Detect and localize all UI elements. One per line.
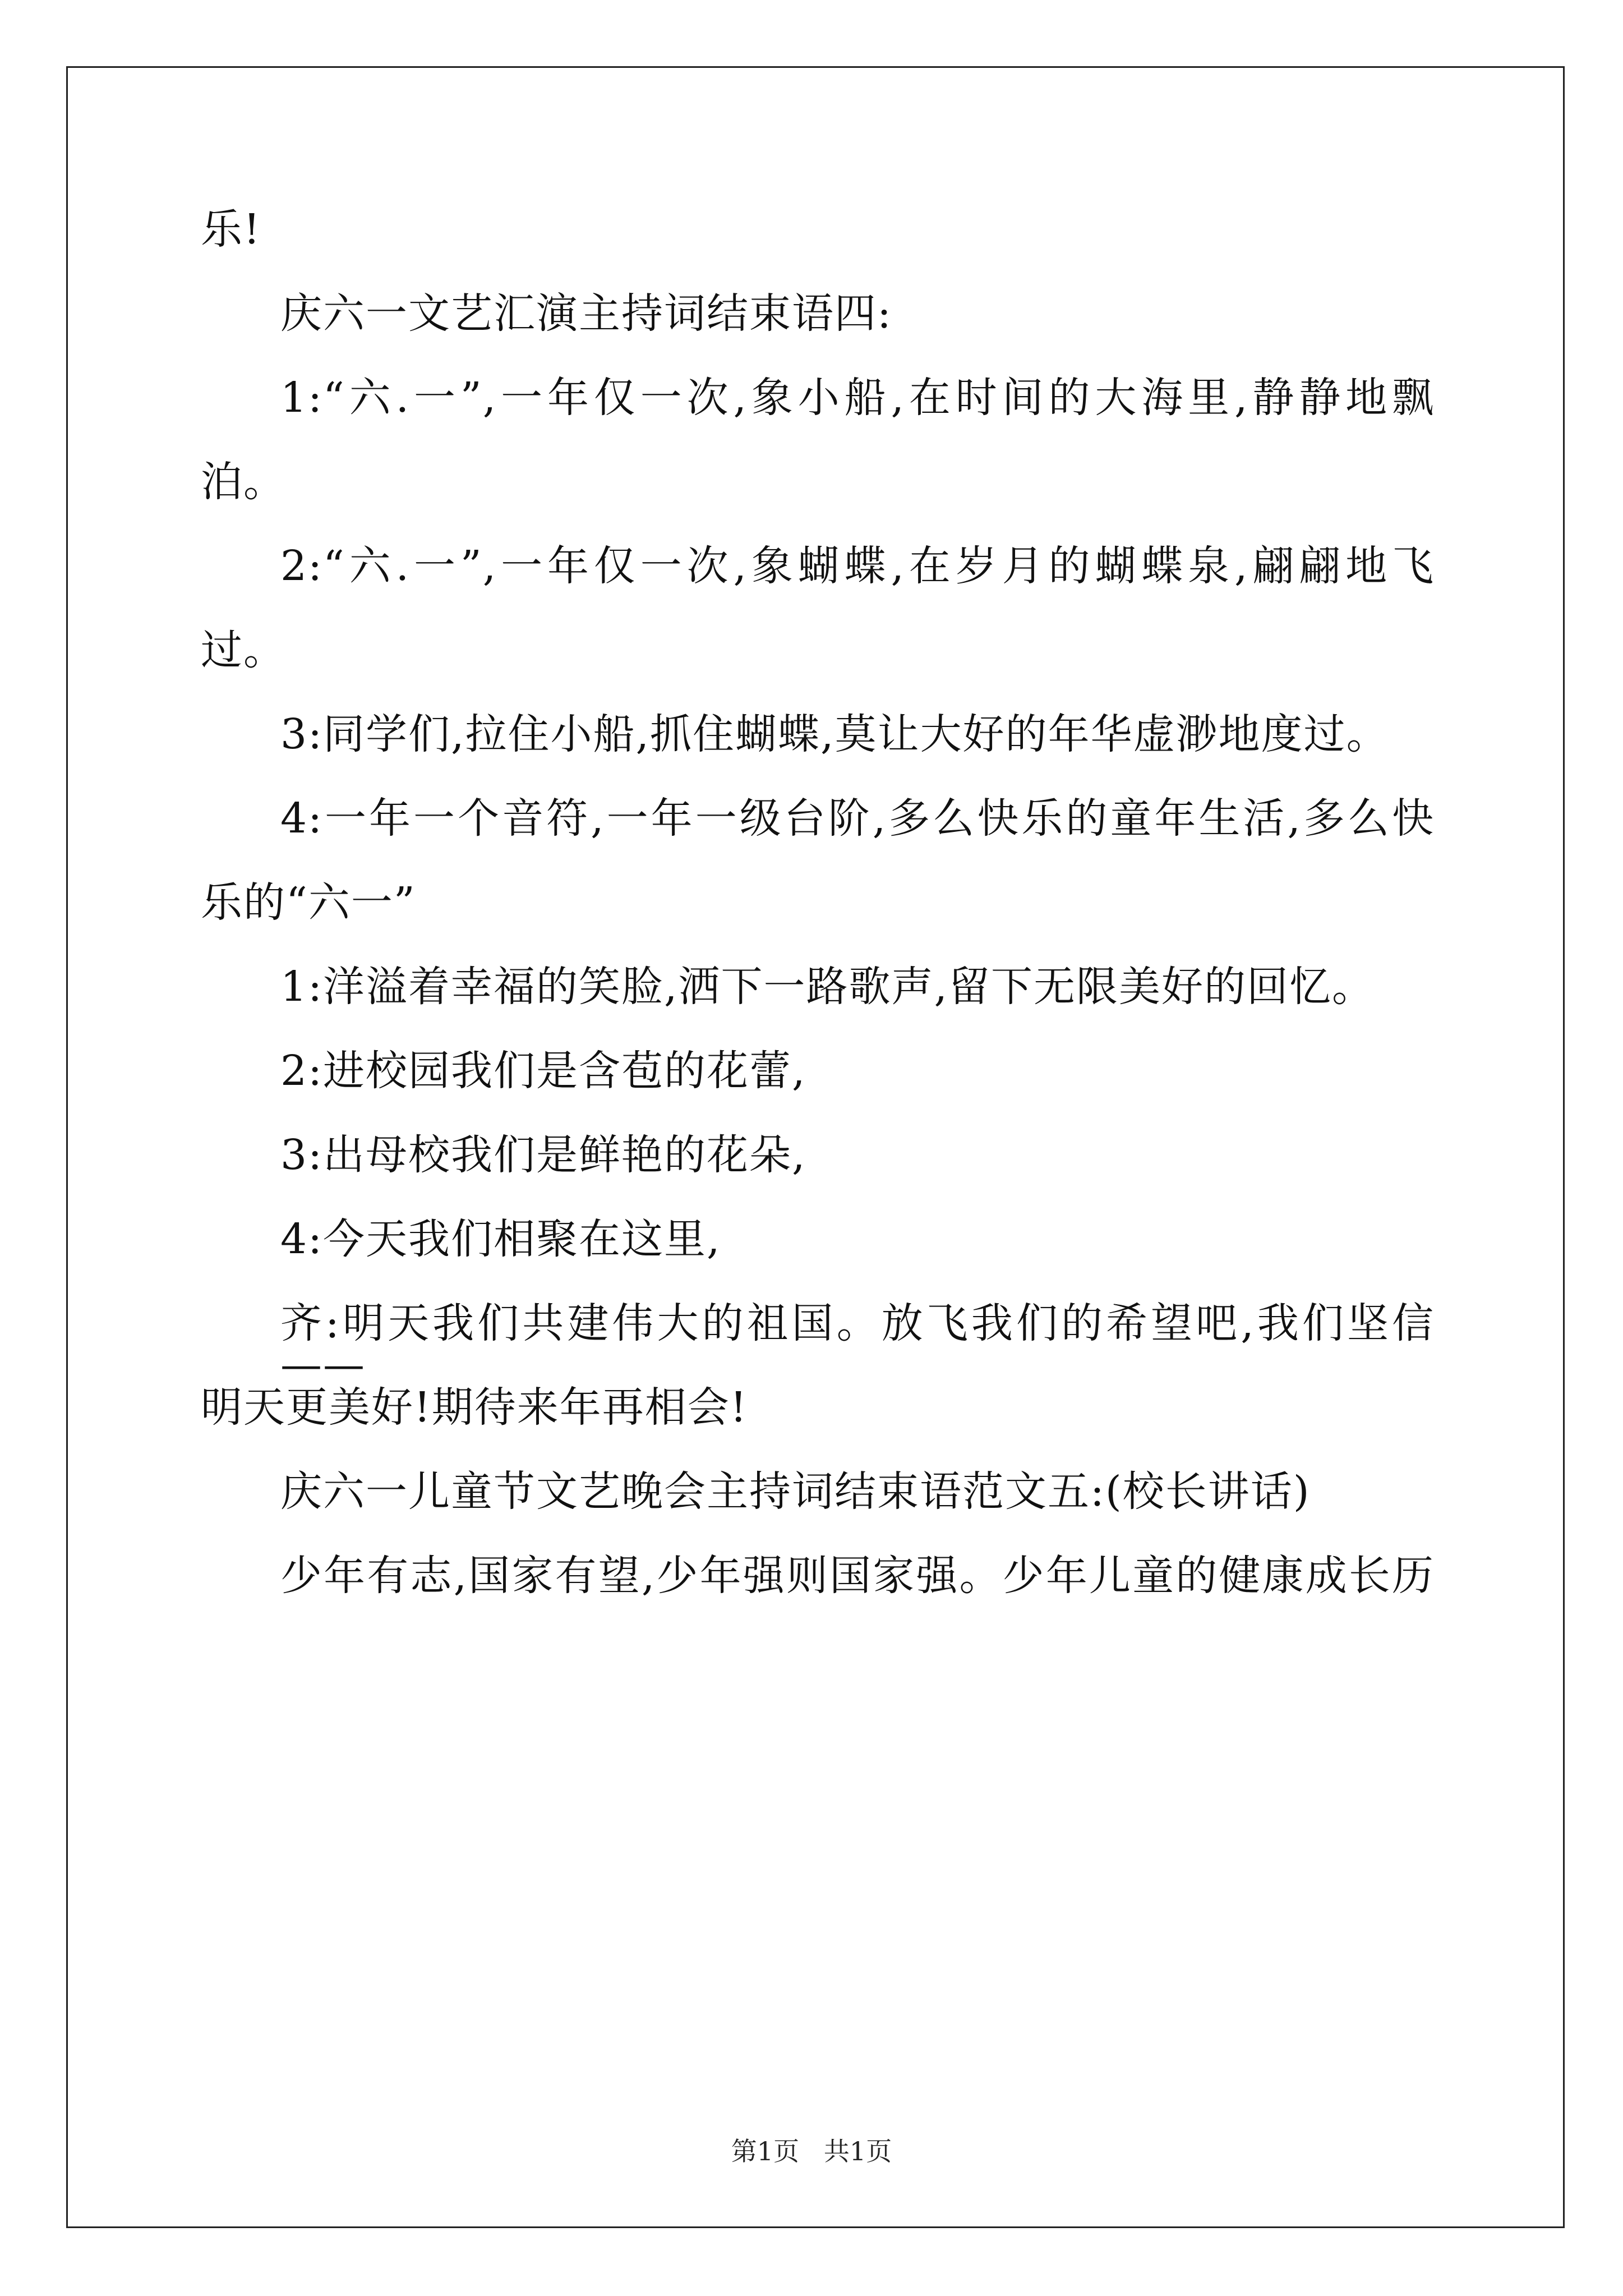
text-line: 乐! [201,205,261,254]
section-heading: 庆六一儿童节文艺晚会主持词结束语范文五:(校长讲话) [280,1467,1311,1516]
text-line: 4:今天我们相聚在这里, [280,1215,721,1263]
text-line: 3:同学们,拉住小船,抓住蝴蝶,莫让大好的年华虚渺地度过。 [280,710,1389,758]
section-heading: 庆六一文艺汇演主持词结束语四: [280,289,892,338]
text-line: 2:进校园我们是含苞的花蕾, [280,1047,806,1095]
text-line: 少年有志,国家有望,少年强则国家强。少年儿童的健康成长历 [280,1552,1435,1600]
text-line: 泊。 [201,458,286,506]
text-line: 1:洋溢着幸福的笑脸,洒下一路歌声,留下无限美好的回忆。 [280,963,1375,1011]
text-line: 4:一年一个音符,一年一级台阶,多么快乐的童年生活,多么快 [280,794,1435,843]
text-line: 3:出母校我们是鲜艳的花朵, [280,1131,806,1179]
text-line: 1:“六.一”,一年仅一次,象小船,在时间的大海里,静静地飘 [280,374,1435,422]
text-line: 齐:明天我们共建伟大的祖国。放飞我们的希望吧,我们坚信—— [280,1299,1435,1389]
page-indicator: 第1页 共1页 [731,2136,892,2166]
text-line: 过。 [201,626,286,674]
text-line: 乐的“六一” [201,878,416,927]
text-line: 2:“六.一”,一年仅一次,象蝴蝶,在岁月的蝴蝶泉,翩翩地飞 [280,542,1435,590]
text-line: 明天更美好!期待来年再相会! [201,1383,748,1432]
